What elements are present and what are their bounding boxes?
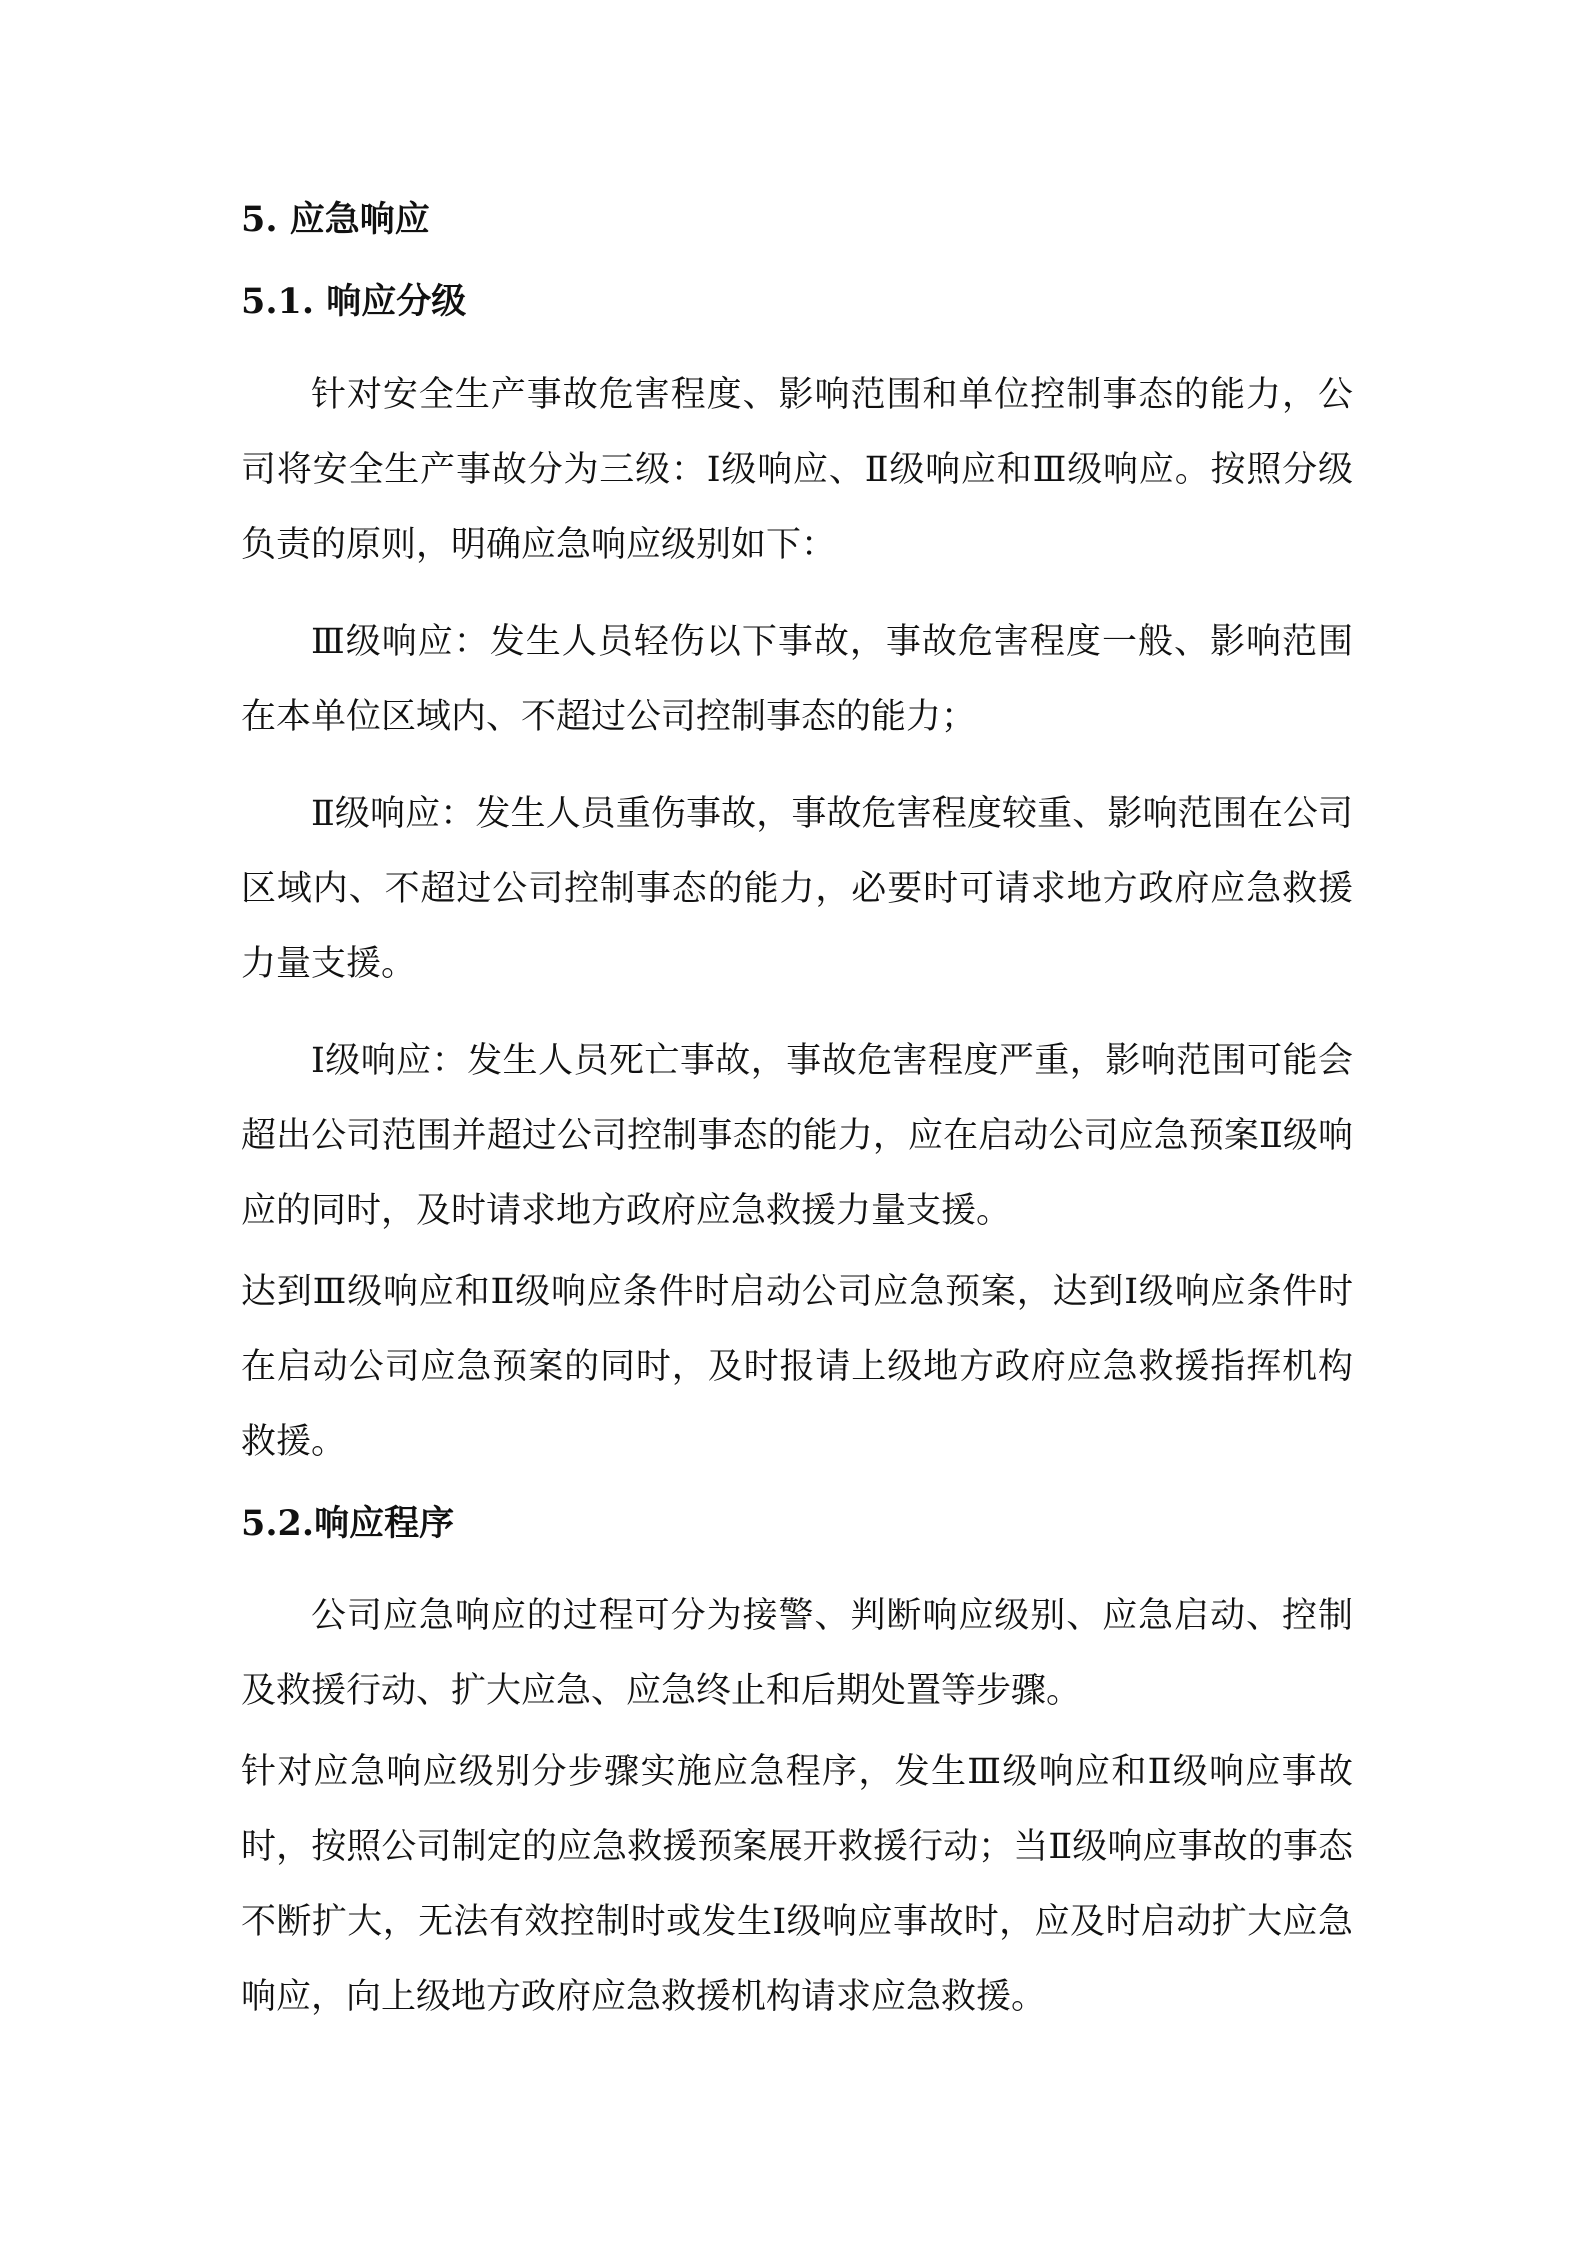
paragraph-procedure-implementation: 针对应急响应级别分步骤实施应急程序，发生Ⅲ级响应和Ⅱ级响应事故时，按照公司制定的应急救援预案展开救援行动；当Ⅱ级响应事故的事态不断扩大，无法有效控制时或发生Ⅰ级响应事故时，应及时启动扩大应急响应，向上级地方政府应急救援机构请求应急救援。	[241, 1752, 1353, 2018]
paragraph-activation-rule: 达到Ⅲ级响应和Ⅱ级响应条件时启动公司应急预案，达到Ⅰ级响应条件时在启动公司应急预案的同时，及时报请上级地方政府应急救援指挥机构救援。	[241, 1271, 1353, 1462]
subsection-heading-response-procedure: 5.2.响应程序	[241, 1502, 455, 1544]
paragraph-level-2: Ⅱ级响应：发生人员重伤事故，事故危害程度较重、影响范围在公司区域内、不超过公司控制事态的能力，必要时可请求地方政府应急救援力量支援。	[241, 793, 1353, 984]
document-body	[241, 198, 1353, 2057]
section-heading: 5. 应急响应	[241, 199, 430, 240]
paragraph-level-1: Ⅰ级响应：发生人员死亡事故，事故危害程度严重，影响范围可能会超出公司范围并超过公司控制事态的能力，应在启动公司应急预案Ⅱ级响应的同时，及时请求地方政府应急救援力量支援。	[241, 1040, 1353, 1231]
paragraph-level-3: Ⅲ级响应：发生人员轻伤以下事故，事故危害程度一般、影响范围在本单位区域内、不超过公司控制事态的能力；	[241, 621, 1353, 737]
subsection-heading-response-levels: 5.1. 响应分级	[241, 280, 467, 322]
paragraph-level-intro: 针对安全生产事故危害程度、影响范围和单位控制事态的能力，公司将安全生产事故分为三级：Ⅰ级响应、Ⅱ级响应和Ⅲ级响应。按照分级负责的原则，明确应急响应级别如下：	[241, 374, 1353, 565]
paragraph-procedure-steps: 公司应急响应的过程可分为接警、判断响应级别、应急启动、控制及救援行动、扩大应急、应急终止和后期处置等步骤。	[241, 1596, 1353, 1712]
